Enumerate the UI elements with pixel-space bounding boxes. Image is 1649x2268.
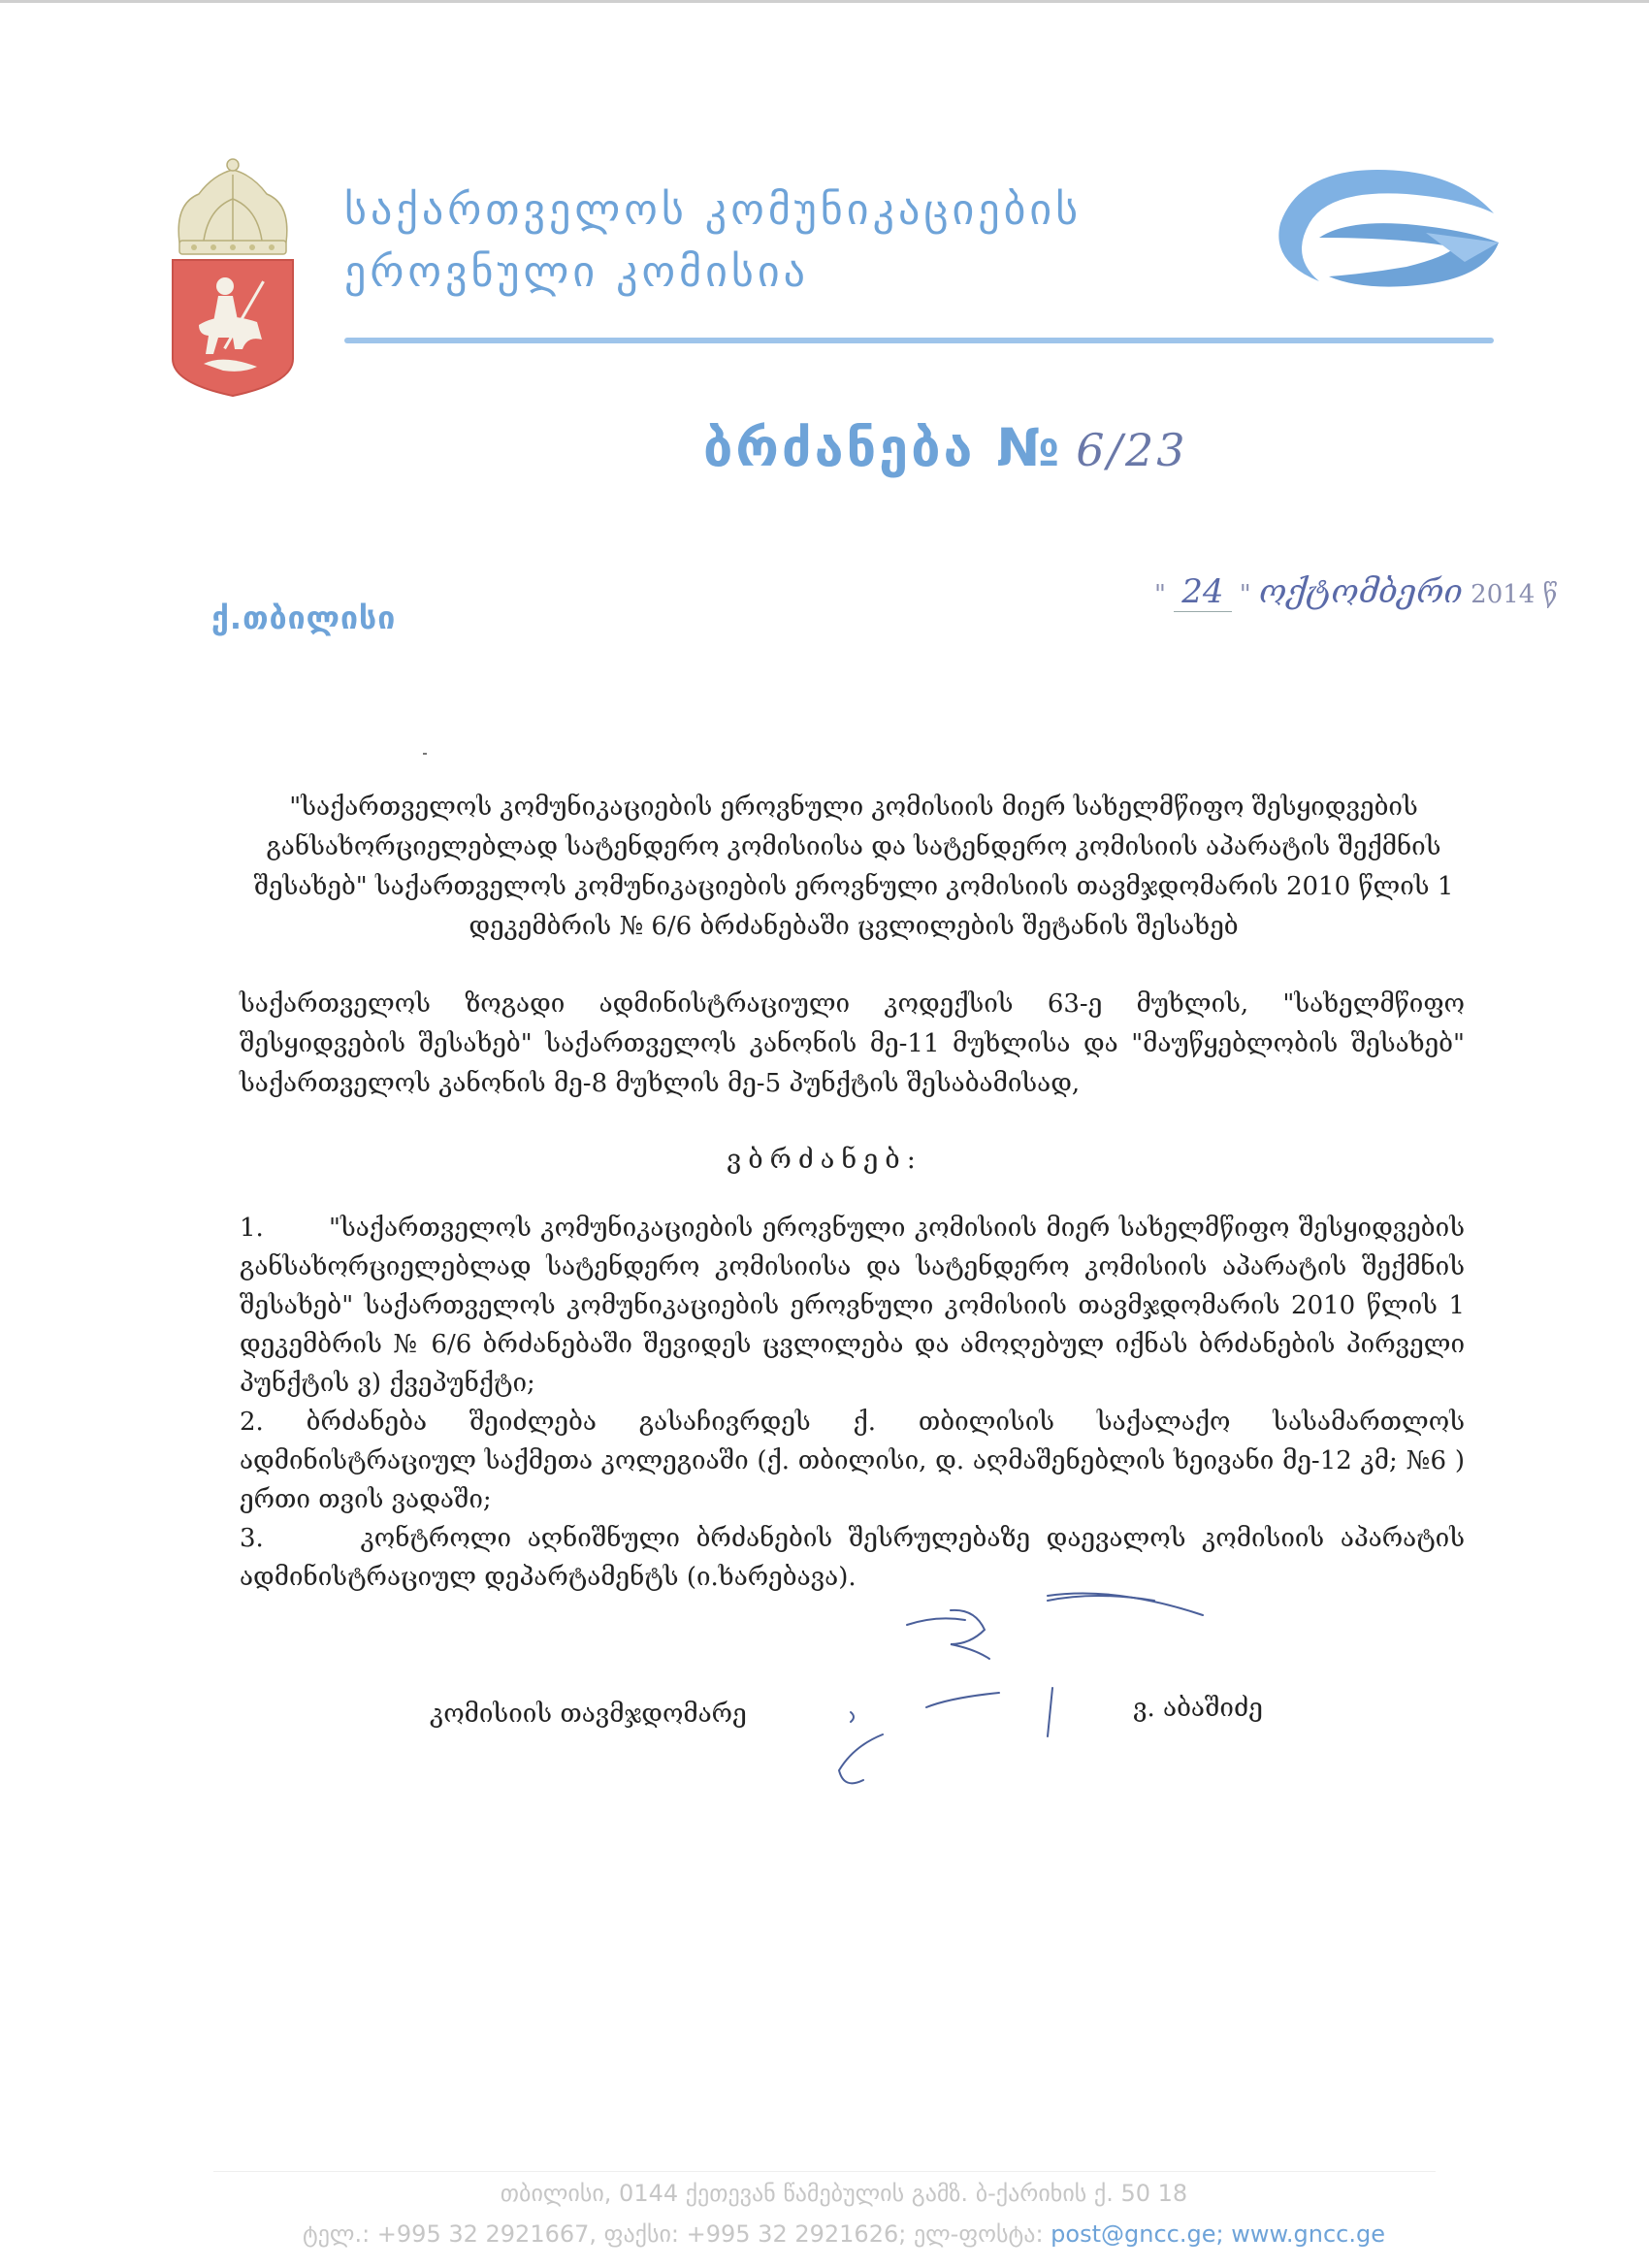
footer-address: თბილისი, 0144 ქეთევან წამებულის გამზ. ბ-ქარიხის ქ. 50 18: [500, 2180, 1188, 2207]
legal-basis-paragraph: საქართველოს ზოგადი ადმინისტრაციული კოდექსის 63-ე მუხლის, "სახელმწიფო შესყიდვების შესახებ" საქართველოს კანონის მე-11 მუხლისა და "მაუწყებლობის შესახებ" საქართველოს კანონის მე-8 მუხლის მე-5 პუნქტის შესაბამისად,: [240, 989, 1465, 1098]
organization-name-line1: საქართველოს კომუნიკაციების: [344, 185, 1083, 235]
order-item-text: კონტროლი აღნიშნული ბრძანების შესრულებაზე დაევალოს კომისიის აპარატის ადმინისტრაციულ დეპარტამენტს (ი.ხარებავა).: [240, 1524, 1465, 1592]
signatory-title: კომისიის თავმჯდომარე: [430, 1700, 747, 1729]
date-year: 2014 წ: [1471, 580, 1558, 609]
city-label: ქ.თბილისი: [211, 599, 397, 636]
organization-name-line2: ეროვნული კომისია: [344, 247, 809, 297]
georgian-coat-of-arms-icon: [165, 155, 301, 398]
gncc-logo-icon: [1261, 165, 1504, 291]
order-item-text: "საქართველოს კომუნიკაციების ეროვნული კომისიის მიერ სახელმწიფო შესყიდვების განსახორციელებლად სატენდერო კომისიისა და სატენდერო კომისიის აპარატის შექმნის შესახებ" საქართველოს კომუნიკაციების ეროვნული კომისიის თავმჯდომარის 2010 წლის 1 დეკემბრის № 6/6 ბრძანებაში შევიდეს ცვლილება და ამოღებულ იქნას ბრძანების პირველი პუნქტის ვ) ქვეპუნქტი;: [240, 1214, 1465, 1398]
page-top-edge: [0, 0, 1649, 3]
order-item-number: 1.: [240, 1214, 264, 1243]
resolve-heading: ვბრძანებ:: [727, 1145, 922, 1175]
footer: [242, 2173, 1445, 2254]
document-heading: "საქართველოს კომუნიკაციების ეროვნული კომისიის მიერ სახელმწიფო შესყიდვების განსახორციელებლად სატენდერო კომისიისა და სატენდერო კომისიის აპარატის შექმნის შესახებ" საქართველოს კომუნიკაციების ეროვნული კომისიის თავმჯდომარის 2010 წლის 1 დეკემბრის № 6/6 ბრძანებაში ცვლილების შეტანის შესახებ: [253, 793, 1454, 941]
footer-email-link[interactable]: post@gncc.ge;: [1051, 2220, 1224, 2248]
order-title-label: ბრძანება №: [703, 417, 1063, 478]
footer-phone-fax: ტელ.: +995 32 2921667, ფაქსი: +995 32 2921626; ელ-ფოსტა:: [303, 2220, 1044, 2248]
order-date: " 24 " ოქტომბერი 2014 წ: [1154, 572, 1558, 611]
date-day: 24: [1174, 572, 1231, 612]
signatory-name: ვ. აბაშიძე: [1133, 1694, 1263, 1723]
order-items: [240, 1209, 1465, 1597]
order-item-text: ბრძანება შეიძლება გასაჩივრდეს ქ. თბილისის საქალაქო სასამართლოს ადმინისტრაციულ საქმეთა კოლეგიაში (ქ. თბილისი, დ. აღმაშენებლის ხეივანი მე-12 კმ; №6 ) ერთი თვის ვადაში;: [240, 1408, 1465, 1514]
stray-mark: [423, 753, 427, 755]
organization-name: [344, 179, 1082, 304]
footer-divider: [213, 2171, 1436, 2172]
order-item-number: 2.: [240, 1408, 264, 1437]
order-item-number: 3.: [240, 1524, 264, 1553]
order-number: 6/23: [1076, 424, 1188, 476]
header-divider: [344, 338, 1494, 343]
order-item: [240, 1403, 1465, 1519]
order-item: [240, 1209, 1465, 1403]
date-month: ოქტომბერი: [1259, 572, 1463, 611]
footer-website-link[interactable]: www.gncc.ge: [1231, 2220, 1385, 2248]
order-item: [240, 1519, 1465, 1597]
order-title: [703, 417, 1188, 478]
footer-contact: [242, 2214, 1445, 2254]
